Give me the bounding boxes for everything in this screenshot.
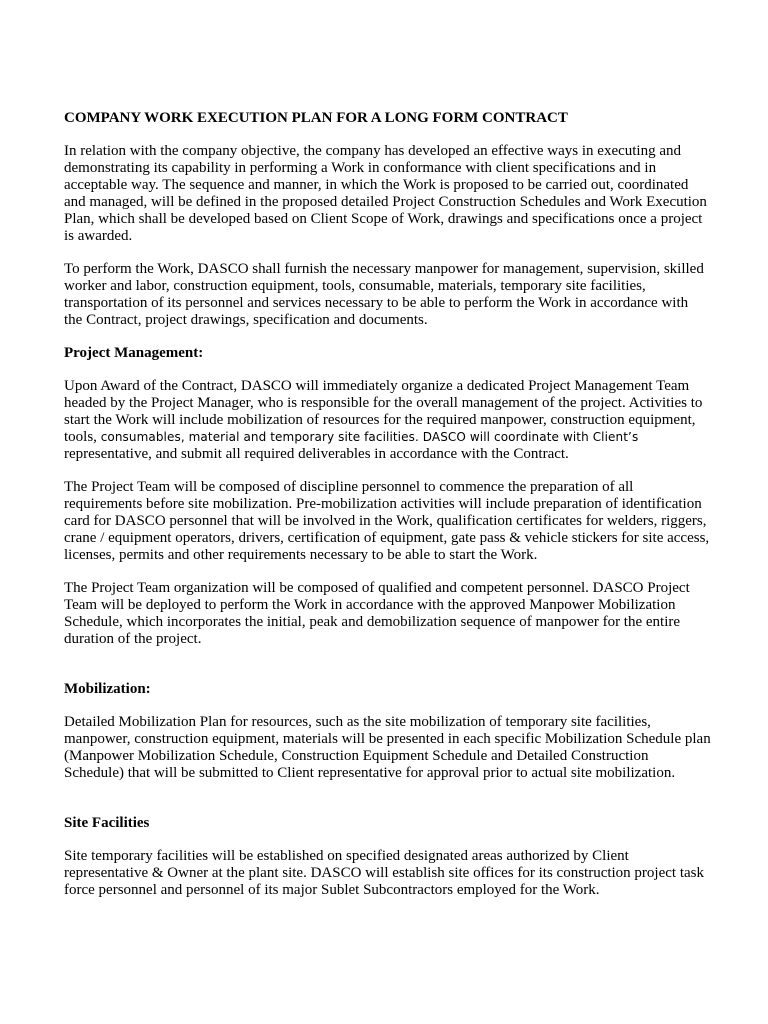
text-line: is awarded.	[64, 228, 133, 244]
text-line: start the Work will include mobilization of resources for the required manpower, construction equipment,	[64, 412, 696, 428]
text-line: Plan, which shall be developed based on Client Scope of Work, drawings and specifications once a project	[64, 211, 703, 227]
text-line: (Manpower Mobilization Schedule, Construction Equipment Schedule and Detailed Construction	[64, 748, 649, 764]
text-line: representative & Owner at the plant site. DASCO will establish site offices for its construction project task	[64, 865, 704, 881]
text-line: requirements before site mobilization. Pre-mobilization activities will include preparation of identification	[64, 496, 702, 512]
mobilization-heading: Mobilization:	[64, 681, 151, 697]
text-line: To perform the Work, DASCO shall furnish the necessary manpower for management, supervision, skilled	[64, 261, 704, 277]
text-line: representative, and submit all required deliverables in accordance with the Contract.	[64, 446, 569, 462]
project-management-paragraph-1	[64, 378, 734, 463]
perform-paragraph	[64, 261, 734, 329]
text-line: force personnel and personnel of its major Sublet Subcontractors employed for the Work.	[64, 882, 600, 898]
text-line: crane / equipment operators, drivers, certification of equipment, gate pass & vehicle stickers for site access,	[64, 530, 710, 546]
intro-paragraph	[64, 143, 734, 245]
text-line: Upon Award of the Contract, DASCO will immediately organize a dedicated Project Management Team	[64, 378, 690, 394]
text-line: and managed, will be defined in the proposed detailed Project Construction Schedules and Work Execution	[64, 194, 707, 210]
project-management-heading: Project Management:	[64, 345, 204, 361]
text-line: acceptable way. The sequence and manner, in which the Work is proposed to be carried out, coordinated	[64, 177, 689, 193]
text-line: the Contract, project drawings, specification and documents.	[64, 312, 428, 328]
text-line: duration of the project.	[64, 631, 202, 647]
text-segment: tools,	[64, 429, 101, 445]
site-facilities-heading: Site Facilities	[64, 815, 150, 831]
document-title: COMPANY WORK EXECUTION PLAN FOR A LONG FORM CONTRACT	[64, 110, 568, 126]
text-line: Team will be deployed to perform the Work in accordance with the approved Manpower Mobilization	[64, 597, 676, 613]
project-management-paragraph-3	[64, 580, 734, 648]
text-line: The Project Team will be composed of discipline personnel to commence the preparation of all	[64, 479, 634, 495]
text-line: Schedule) that will be submitted to Client representative for approval prior to actual site mobilization.	[64, 765, 676, 781]
text-line: Detailed Mobilization Plan for resources, such as the site mobilization of temporary site facilities,	[64, 714, 651, 730]
text-line: transportation of its personnel and services necessary to be able to perform the Work in accordance with	[64, 295, 689, 311]
document-body	[64, 110, 734, 915]
text-line: headed by the Project Manager, who is responsible for the overall management of the project. Activities to	[64, 395, 703, 411]
text-line: licenses, permits and other requirements necessary to be able to start the Work.	[64, 547, 538, 563]
text-line: In relation with the company objective, the company has developed an effective ways in executing and	[64, 143, 682, 159]
text-line: card for DASCO personnel that will be involved in the Work, qualification certificates for welders, riggers,	[64, 513, 707, 529]
text-line	[64, 429, 734, 446]
text-line: Schedule, which incorporates the initial, peak and demobilization sequence of manpower for the entire	[64, 614, 681, 630]
site-facilities-paragraph	[64, 848, 734, 899]
text-segment-alt-font: consumables, material and temporary site facilities. DASCO will coordinate with Client’s	[100, 430, 639, 444]
project-management-paragraph-2	[64, 479, 734, 564]
text-line: Site temporary facilities will be established on specified designated areas authorized by Client	[64, 848, 629, 864]
text-line: worker and labor, construction equipment, tools, consumable, materials, temporary site facilities,	[64, 278, 646, 294]
text-line: manpower, construction equipment, materials will be presented in each specific Mobilization Schedule plan	[64, 731, 711, 747]
mobilization-paragraph	[64, 714, 734, 782]
text-line: demonstrating its capability in performing a Work in conformance with client specifications and in	[64, 160, 657, 176]
text-line: The Project Team organization will be composed of qualified and competent personnel. DASCO Project	[64, 580, 690, 596]
